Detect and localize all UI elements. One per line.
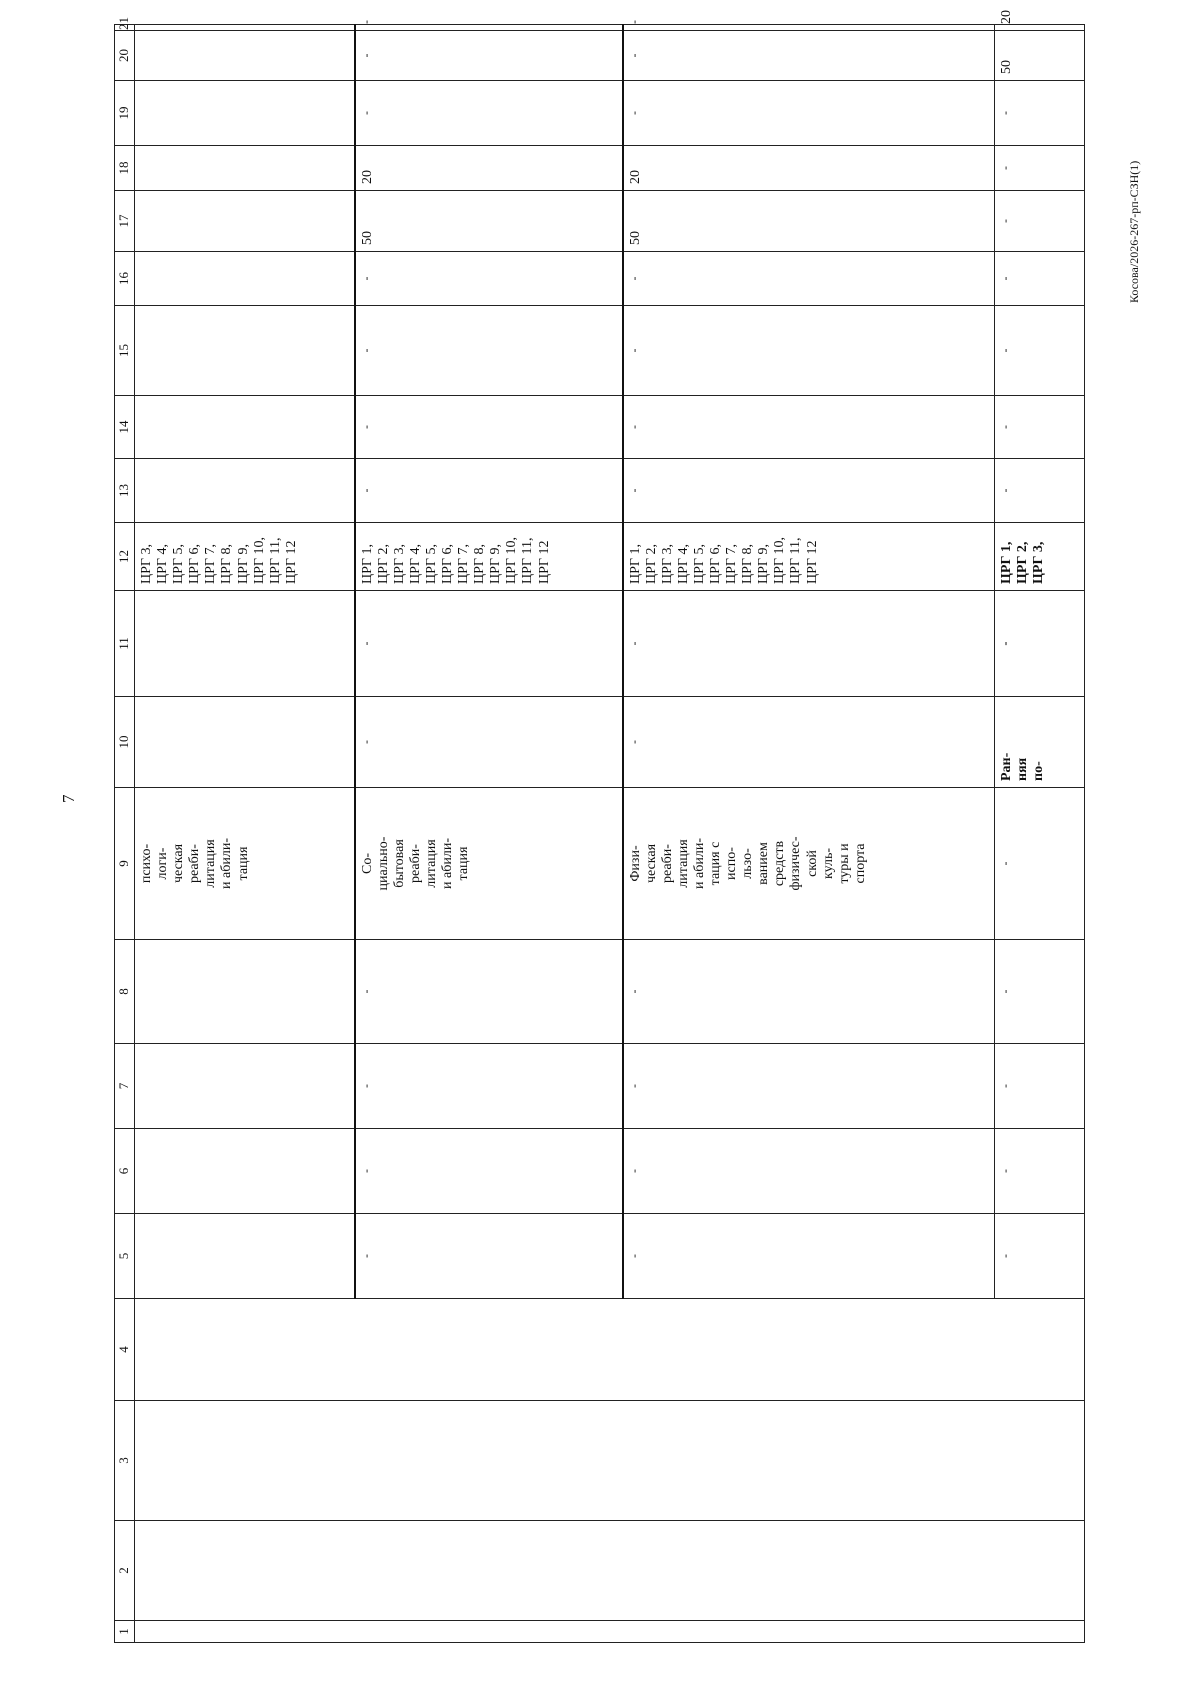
- table-cell: -: [623, 459, 995, 523]
- column-number: 3: [115, 1401, 135, 1521]
- table-cell: -: [995, 252, 1085, 306]
- table-cell: -: [355, 1214, 623, 1299]
- table-cell: -: [995, 306, 1085, 396]
- table-cell: -: [995, 591, 1085, 697]
- column-number: 13: [115, 459, 135, 523]
- table-cell: [135, 1299, 1085, 1401]
- service-name: Физи- ческая реаби- литация и абили- тация с испо- льзо- ванием средств физичес- ской куль- туры и спорта: [623, 788, 995, 940]
- column-number: 12: [115, 523, 135, 591]
- table-cell: [135, 940, 355, 1044]
- table-cell: -: [355, 1044, 623, 1129]
- table-cell: [135, 1129, 355, 1214]
- column-number: 2: [115, 1521, 135, 1621]
- table-cell: -: [623, 252, 995, 306]
- column-number: 1: [115, 1621, 135, 1643]
- column-number: 17: [115, 191, 135, 252]
- data-table: [114, 10, 1085, 1643]
- table-cell: [135, 1521, 1085, 1621]
- table-cell: -: [623, 1044, 995, 1129]
- column-number: 10: [115, 697, 135, 788]
- table-cell: -: [355, 396, 623, 459]
- table-cell: [135, 1214, 355, 1299]
- table-cell: [135, 25, 355, 31]
- table-cell: -: [355, 306, 623, 396]
- column-number: 11: [115, 591, 135, 697]
- column-number: 4: [115, 1299, 135, 1401]
- table-cell: -: [623, 1214, 995, 1299]
- page-number: 7: [59, 794, 78, 803]
- table-cell: -: [623, 697, 995, 788]
- table-cell: -: [623, 396, 995, 459]
- column-number: 18: [115, 146, 135, 191]
- column-number-row: [115, 25, 135, 1643]
- column-number: 5: [115, 1214, 135, 1299]
- table-cell: [135, 81, 355, 146]
- column-number: 9: [115, 788, 135, 940]
- table-cell: -: [995, 1129, 1085, 1214]
- table-cell: 50: [355, 191, 623, 252]
- table-cell: -: [355, 940, 623, 1044]
- table-cell: -: [355, 25, 623, 31]
- column-number: 20: [115, 31, 135, 81]
- table-cell: [135, 396, 355, 459]
- table-cell: -: [995, 459, 1085, 523]
- table-cell: -: [995, 81, 1085, 146]
- table-cell: -: [623, 306, 995, 396]
- table-cell: [135, 252, 355, 306]
- table-cell: 20: [355, 146, 623, 191]
- table-cell: [135, 31, 355, 81]
- table-cell: [135, 1401, 1085, 1521]
- table-cell: -: [355, 459, 623, 523]
- table-cell: [135, 591, 355, 697]
- table-cell: 20: [623, 146, 995, 191]
- table-cell: -: [995, 396, 1085, 459]
- service-name: Со- циально- бытовая реаби- литация и абили- тация: [355, 788, 623, 940]
- column-number: 16: [115, 252, 135, 306]
- service-name: психо- логи- ческая реаби- литация и абили- тация: [135, 788, 355, 940]
- service-name: Ран- няя по-: [995, 697, 1085, 788]
- table-cell: -: [355, 81, 623, 146]
- column-number: 21: [115, 25, 135, 31]
- table-cell: -: [995, 940, 1085, 1044]
- table-cell: [135, 459, 355, 523]
- table-row: [135, 25, 355, 1643]
- table-cell: -: [355, 31, 623, 81]
- table-cell: [135, 697, 355, 788]
- table-cell: -: [355, 591, 623, 697]
- table-cell: -: [623, 1129, 995, 1214]
- column-number: 14: [115, 396, 135, 459]
- target-group-list: ЦРГ 1, ЦРГ 2, ЦРГ 3, ЦРГ 4, ЦРГ 5, ЦРГ 6, ЦРГ 7, ЦРГ 8, ЦРГ 9, ЦРГ 10, ЦРГ 11, ЦРГ 12: [623, 523, 995, 591]
- table-cell: -: [995, 191, 1085, 252]
- table-cell: [135, 306, 355, 396]
- column-number: 6: [115, 1129, 135, 1214]
- table-cell: -: [995, 788, 1085, 940]
- document-footer-code: Косова/2026-267-рп-СЗН(1): [1127, 160, 1141, 303]
- table-cell: -: [995, 146, 1085, 191]
- table-cell: -: [623, 591, 995, 697]
- target-group-list: ЦРГ 3, ЦРГ 4, ЦРГ 5, ЦРГ 6, ЦРГ 7, ЦРГ 8, ЦРГ 9, ЦРГ 10, ЦРГ 11, ЦРГ 12: [135, 523, 355, 591]
- column-number: 7: [115, 1044, 135, 1129]
- table-cell: -: [623, 940, 995, 1044]
- table-cell: 50: [623, 191, 995, 252]
- table-cell: -: [623, 81, 995, 146]
- column-number: 8: [115, 940, 135, 1044]
- table-cell: -: [995, 1044, 1085, 1129]
- table-cell: [135, 146, 355, 191]
- table-cell: -: [995, 1214, 1085, 1299]
- table-cell: [135, 191, 355, 252]
- target-group-list: ЦРГ 1, ЦРГ 2, ЦРГ 3, ЦРГ 4, ЦРГ 5, ЦРГ 6, ЦРГ 7, ЦРГ 8, ЦРГ 9, ЦРГ 10, ЦРГ 11, ЦРГ 12: [355, 523, 623, 591]
- table-cell: [135, 1621, 1085, 1643]
- table-cell: -: [623, 25, 995, 31]
- table-cell: [135, 1044, 355, 1129]
- rotated-table-container: [114, 10, 1084, 1643]
- table-cell: 20: [995, 25, 1085, 31]
- table-cell: -: [355, 1129, 623, 1214]
- table-cell: -: [355, 697, 623, 788]
- target-group-list: ЦРГ 1, ЦРГ 2, ЦРГ 3,: [995, 523, 1085, 591]
- table-cell: -: [355, 252, 623, 306]
- table-cell: 50: [995, 31, 1085, 81]
- column-number: 15: [115, 306, 135, 396]
- table-cell: -: [623, 31, 995, 81]
- column-number: 19: [115, 81, 135, 146]
